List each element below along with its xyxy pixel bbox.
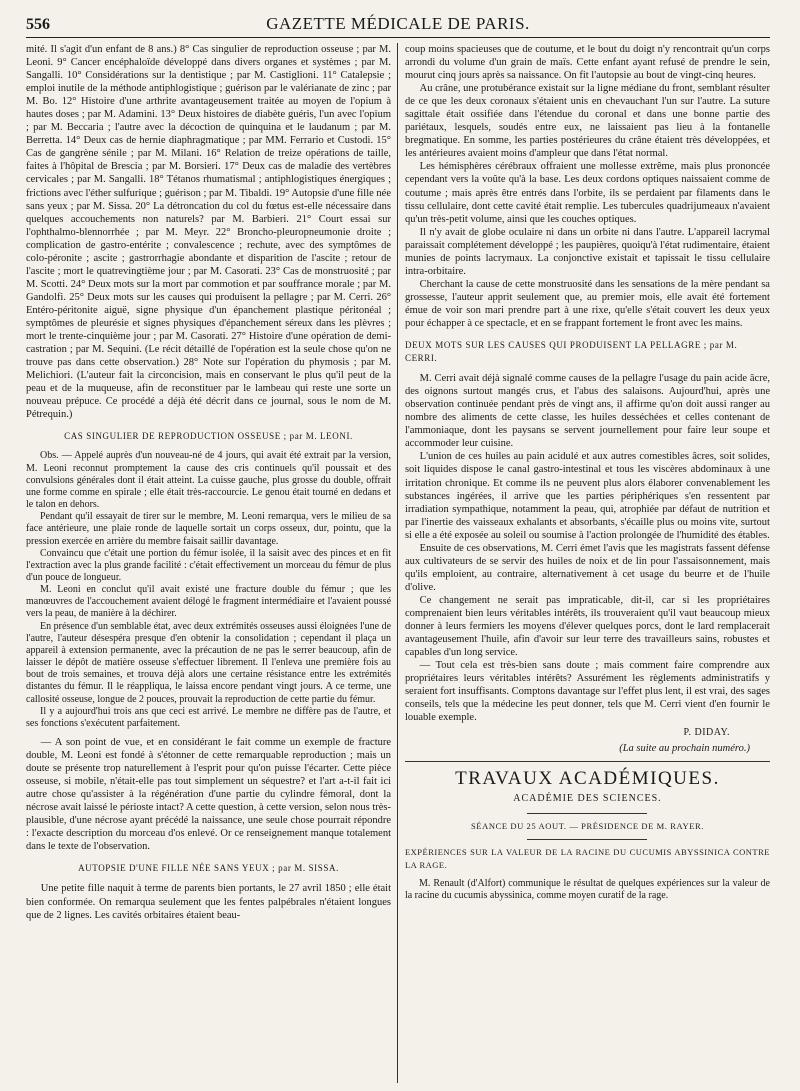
paragraph: Au crâne, une protubérance existait sur la ligne médiane du front, semblant résulter de ce que les deux coronaux s'étaient unis en chevauchant l'un sur l'autre. La suture sagittale était ossifiée dans l'étendue du coronal et dans une bonne partie des pariétaux, lesquels, soudés entre eux, ne laissaient pas lieu à la fontanelle bregmatique. En somme, les parties postérieures du crâne étaient très développées, et les antérieures avaient moins d'ampleur que dans l'état normal. bbox=[404, 83, 770, 160]
paragraph: Convaincu que c'était une portion du fémur isolée, il la saisit avec des pinces et en fit l'extraction avec la plus grande facilité : c'était effectivement un morceau du fémur de plus d'un pouce de longueur. bbox=[26, 547, 392, 583]
page-header bbox=[26, 14, 770, 38]
paragraph: Ce changement ne serait pas impraticable, dit-il, car si les propriétaires comprenaient bien leurs véritables intérêts, ils trouveraient qu'il vaut beaucoup mieux donner à leurs fermiers les moyens d'élever quelques porcs, dont le lard remplacerait avantageusement l'huile, afin d'avoir sur leur terre des travailleurs sains, robustes et capables d'un long service. bbox=[404, 594, 770, 659]
paragraph: M. Renault (d'Alfort) communique le résultat de quelques expériences sur la valeur de la racine du cucumis abyssinica, comme moyen curatif de la rage. bbox=[404, 877, 770, 901]
paragraph: Il y a aujourd'hui trois ans que ceci est arrivé. Le membre ne diffère pas de l'autre, et ses fonctions s'exécutent parfaitement. bbox=[26, 705, 392, 729]
paragraph: Une petite fille naquit à terme de parents bien portants, le 27 avril 1850 ; elle était bien conformée. On remarqua seulement que les fentes palpébrales n'étaient longues que de 2 lignes. Les cavités orbitaires étaient beau- bbox=[26, 883, 392, 921]
experiment-title: EXPÉRIENCES SUR LA VALEUR DE LA RACINE DU CUCUMIS ABYSSINICA CONTRE LA RAGE. bbox=[404, 846, 770, 870]
academy-heading: ACADÉMIE DES SCIENCES. bbox=[513, 792, 662, 804]
section-divider bbox=[405, 761, 770, 762]
cerri-article-title: DEUX MOTS SUR LES CAUSES QUI PRODUISENT LA PELLAGRE ; par M. CERRI. bbox=[404, 340, 738, 364]
paragraph: M. Leoni en conclut qu'il avait existé une fracture double du fémur ; que les manœuvres de l'accouchement avaient délogé le fragment intermédiaire et l'avaient poussé vers la peau, de manière à la déchirer. bbox=[26, 584, 392, 620]
article-list-paragraph: mité. Il s'agit d'un enfant de 8 ans.) 8° Cas singulier de reproduction osseuse ; par M. Leoni. 9° Cancer encéphaloïde développé dans divers organes et systèmes ; par M. Sangalli. 10° Considérations sur la dentistique ; par M. Castiglioni. 11° Catalepsie ; emploi inutile de la méthode antiphlogistique ; guérison par le valérianate de zinc ; par M. Bo. 12° Histoire d'une arthrite avantageusement traitée au moyen de l'opium à hautes doses ; par M. Adamini. 13° Deux histoires de diabète guéris, l'un avec l'opium ; par M. Beccaria ; l'autre avec la décoction de quinquina et le laudanum ; par M. Berretta. 14° Deux cas de hernie diaphragmatique ; par MM. Ferrario et Custodi. 15° Cas de gangrène sénile ; par M. Milani. 16° Relation de treize opérations de taille, faites à l'hôpital de Brescia ; par M. Borsieri. 17° Deux cas de maladie des vertèbres cervicales ; par M. Sangalli. 18° Tétanos rhumatismal ; antiphlogistiques énergiques ; frictions avec l'éther sulfurique ; guérison ; par M. Tibaldi. 19° Autopsie d'une fille née sans yeux ; par M. Sissa. 20° La détroncation du col du fœtus est-elle nécessaire dans quelques accouchements non naturels? par M. Barbieri. 21° Court essai sur l'ophthalmo-blennorrhée ; par M. Meyr. 22° Broncho-pleuropneumonie droite ; complication de gastro-entérite ; convalescence ; rechute, avec des symptômes de colo-péronite ; ascite ; gastrorrhagie abondante et disparition de l'ascite ; retour de l'ascite ; mort le quatrevingtième jour ; par M. Casorati. 23° Cas de monstruosité ; par M. Scotti. 24° Deux mots sur la mort par commotion et par souffrance morale ; par M. Gandolfi. 25° Deux mots sur les causes qui produisent la pellagre ; par M. Cerri. 26° Entéro-péritonite aiguë, signe physique d'un épanchement plastique péritonéal ; symptômes de pleurésie et signes physiques d'épanchement séreux dans les plèvres ; mort le trente-cinquième jour ; par M. Casorati. 27° Histoire d'une opération de demi-castration ; par M. Sequini. (Le récit détaillé de l'opération est la seule chose qu'on ne trouve pas dans cette observation.) 28° Note sur l'opération du phymosis ; par M. Melichiori. (L'auteur fait la circoncision, mais en conservant le plus qu'il peut de la peau et de la muqueuse, afin de reconstituer par le lambeau qui reste une sorte un nouveau prépuce. Ce procédé a déjà été décrit dans ce journal, sous le nom de M. Pétrequin.) bbox=[26, 44, 392, 421]
paragraph: Obs. — Appelé auprès d'un nouveau-né de 4 jours, qui avait été extrait par la version, M. Leoni reconnut promptement la cause des cris continuels qu'il poussait et des convulsions générales dont il était atteint. La cuisse gauche, plus grosse du double, offrait une forme comme en spirale ; elle était très-raccourcie. Le genou était tourné en dedans et le talon en dehors. bbox=[26, 450, 392, 511]
author-signature: P. DIDAY. bbox=[683, 727, 730, 739]
paragraph: Pendant qu'il essayait de tirer sur le membre, M. Leoni remarqua, vers le milieu de sa face antérieure, une plaie ronde de laquelle sortait un corps osseux, dur, pointu, que la pression exercée en arrière du membre faisait saillir davantage. bbox=[26, 511, 392, 547]
paragraph: coup moins spacieuses que de coutume, et le bout du doigt n'y rencontrait qu'un corps arrondi du volume d'un grain de maïs. Cette enfant ayant refusé de prendre le sein, mourut cinq jours après sa naissance. On fit l'autopsie au bout de vingt-cinq heures. bbox=[404, 44, 770, 82]
paragraph: — Tout cela est très-bien sans doute ; mais comment faire comprendre aux propriétaires leurs véritables intérêts? Assurément les règlements administratifs y seraient fort insuffisants. Comptons davantage sur l'effet plus lent, il est vrai, des sages conseils, tels que la médecine les peut donner, tels que M. Cerri vient d'en fournir le louable exemple. bbox=[404, 660, 770, 724]
paragraph: L'union de ces huiles au pain acidulé et aux autres comestibles âcres, soit solides, soit liquides dispose le canal gastro-intestinal et tous les viscères abdominaux à une irritation chronique. Et comme ils ne peuvent plus alors élaborer convenablement les substances ingérées, il arrive que les parties périphériques s'en ressentent par irradiation sympathique, notamment la peau, qui, atrophiée par défaut de nutrition et par l'inertie des vaisseaux exhalants et absorbants, s'écaille plus ou moins vite, surtout si elle a été exposée au soleil ou soumise à l'action prolongée de l'humidité des étables. bbox=[404, 451, 770, 541]
session-heading: SÉANCE DU 25 AOUT. — PRÉSIDENCE DE M. RAYER. bbox=[470, 820, 704, 831]
sissa-article-title: AUTOPSIE D'UNE FILLE NÉE SANS YEUX ; par M. SISSA. bbox=[78, 863, 339, 874]
paragraph: M. Cerri avait déjà signalé comme causes de la pellagre l'usage du pain acide âcre, des oignons surtout mangés crus, et l'abus des salaisons. Aujourd'hui, après une observation continuée pendant près de vingt ans, il affirme qu'on doit aussi ranger au nombre des aliments de cette classe, les huiles desséchées et celles contenant de l'ammoniaque, dont les paysans se servent journellement pour faire leur soupe et accommoder leur cuisine. bbox=[404, 373, 770, 450]
leoni-article-title: CAS SINGULIER DE REPRODUCTION OSSEUSE ; par M. LEONI. bbox=[64, 431, 353, 442]
section-title: TRAVAUX ACADÉMIQUES. bbox=[455, 768, 720, 790]
paragraph: Il n'y avait de globe oculaire ni dans un orbite ni dans l'autre. L'appareil lacrymal paraissait complétement développé ; les paupières, quoiqu'à l'état rudimentaire, étaient munies de points lacrymaux. La conjonctive existait et tapissait le tissu cellulaire intra-orbitaire. bbox=[404, 226, 770, 277]
page-number: 556 bbox=[26, 16, 50, 33]
short-rule bbox=[527, 813, 647, 814]
paragraph: En présence d'un semblable état, avec deux extrémités osseuses aussi éloignées l'une de l'autre, l'auteur désespéra presque d'en obtenir la consolidation ; cependant il plaça un appareil à extension permanente, avec la précaution de ne pas le serrer beaucoup, afin de laisser le dépôt de matière osseuse s'effectuer librement. Il l'enleva une première fois au bout de trois semaines, et trouva déjà alors une certaine résistance entre les extrémités distantes du fémur. Il le réappliqua, le laissa encore pendant vingt jours. A ce terme, une callosité osseuse, longue de 2 pouces, prouvait la reproduction de cette partie du fémur. bbox=[26, 620, 392, 705]
running-title: GAZETTE MÉDICALE DE PARIS. bbox=[266, 14, 530, 33]
left-column bbox=[26, 43, 397, 1083]
short-rule bbox=[527, 839, 647, 840]
right-column bbox=[398, 43, 770, 1083]
continued-note: (La suite au prochain numéro.) bbox=[619, 743, 750, 755]
leoni-commentary: — A son point de vue, et en considérant le fait comme un exemple de fracture double, M. Leoni est fondé à s'étonner de cette remarquable reproduction ; mais un doute se présente trop naturellement à l'esprit pour qu'on puisse l'écarter. Cette pièce osseuse, si mobile, n'était-elle pas tout simplement un séquestre? et l'art a-t-il fait ici autre chose qu'assister à la régénération d'une partie du cylindre fémoral, dont la nécrose avait laissé le périoste intact? A cette question, à cette version, selon nous très-plausible, d'une nécrose ayant précédé la naissance, une seule chose pourrait répondre : l'exacte description du morceau d'os enlevé. Or ce renseignement manque totalement dans le texte de l'observation. bbox=[26, 737, 392, 853]
columns bbox=[26, 43, 770, 1083]
paragraph: Les hémisphères cérébraux offraient une mollesse extrême, mais plus prononcée cependant vers la voûte qu'à la base. Les deux cordons optiques naissaient comme de coutume ; mais après être entrés dans l'orbite, ils se perdaient par filaments dans le tissu cellulaire, dont cette cavité était remplie. Les tubercules quadrijumeaux n'avaient qu'un très-petit volume, ainsi que les couches optiques. bbox=[404, 161, 770, 225]
leoni-observation bbox=[26, 450, 391, 730]
paragraph: Ensuite de ces observations, M. Cerri émet l'avis que les magistrats fassent défense aux cultivateurs de se servir des huiles de noix et de lin pour l'assaisonnement, mais qu'ils emploient, au contraire, alternativement à cet usage du beurre et de l'huile d'olive. bbox=[404, 542, 770, 593]
paragraph: Cherchant la cause de cette monstruosité dans les sensations de la mère pendant sa grossesse, l'auteur apprit seulement que, au premier mois, elle avait été fortement émue de voir son mari prendre part à une rixe, qu'elle s'était couvert les deux yeux pour échapper à ce spectacle, et en se frappant fortement le front avec les mains. bbox=[404, 278, 770, 329]
